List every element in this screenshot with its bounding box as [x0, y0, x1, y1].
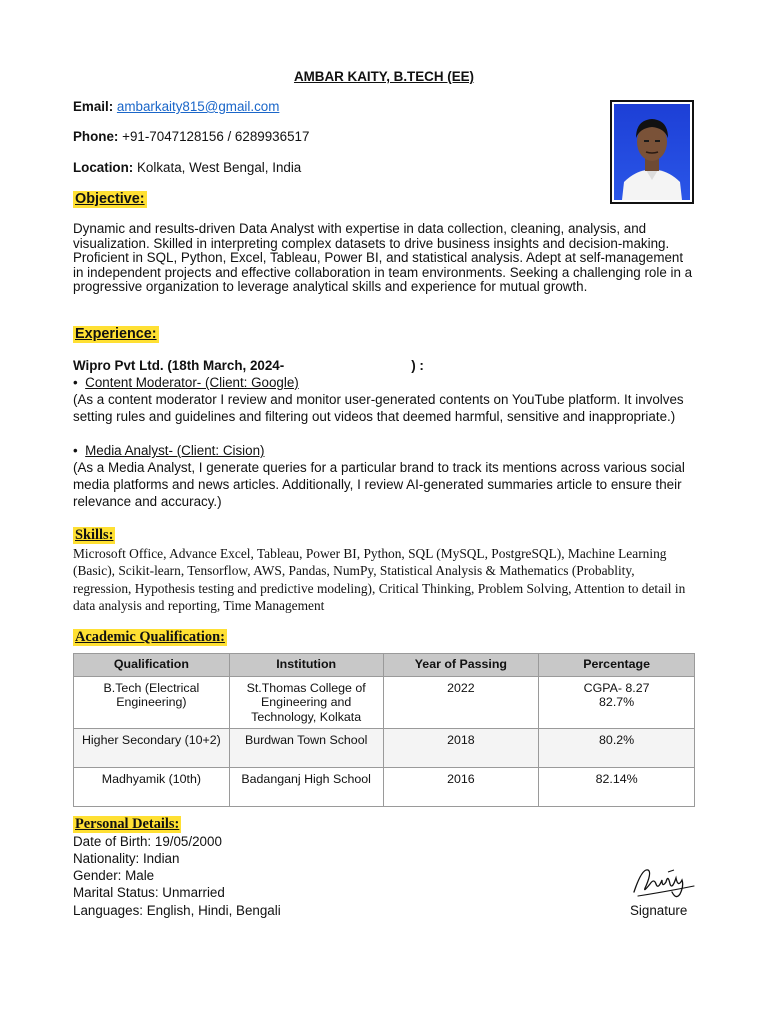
- table-cell: CGPA- 8.27 82.7%: [539, 677, 695, 729]
- profile-photo: [610, 100, 694, 204]
- col-header-qualification: Qualification: [74, 654, 230, 677]
- role-2-bullet: •: [73, 443, 78, 458]
- table-cell: Badanganj High School: [229, 768, 383, 807]
- table-cell: 82.14%: [539, 768, 695, 807]
- table-cell: 2016: [383, 768, 539, 807]
- email-label: Email:: [73, 99, 114, 114]
- location-label: Location:: [73, 160, 134, 175]
- signature-label: Signature: [630, 903, 688, 918]
- signature-image: [628, 862, 698, 907]
- resume-name-title: AMBAR KAITY, B.TECH (EE): [293, 69, 475, 84]
- table-cell: B.Tech (Electrical Engineering): [74, 677, 230, 729]
- table-cell: 2018: [383, 729, 539, 768]
- objective-text: Dynamic and results-driven Data Analyst with expertise in data collection, cleaning, analysis, and visualization. Skilled in interpreting complex datasets to drive business insights and decision-making. Proficient in SQL, Python, Excel, Tableau, Power BI, and statistical analysis. Adept at self-management in independent projects and effective collaboration in team environments. Seeking a challenging role in a progressive organization to leverage analytical skills and experience for mutual growth.: [73, 221, 693, 295]
- academic-table-header-row: [74, 654, 695, 677]
- table-row: [74, 729, 695, 768]
- role-1-description: (As a content moderator I review and monitor user-generated contents on YouTube platform. It involves setting rules and guidelines and filtering out videos that deemed harmful, sensitive and inappropriate.): [73, 392, 684, 424]
- academic-heading: Academic Qualification:: [75, 629, 225, 645]
- role-1-bullet: •: [73, 375, 78, 390]
- table-row: [74, 677, 695, 729]
- personal-languages: Languages: English, Hindi, Bengali: [73, 903, 281, 918]
- email-line: [73, 99, 279, 116]
- phone-line: [73, 129, 309, 146]
- role-2-title-line: [73, 443, 265, 460]
- table-cell: Burdwan Town School: [229, 729, 383, 768]
- objective-heading: Objective:: [75, 191, 145, 207]
- profile-photo-image: [614, 104, 690, 200]
- role-1-title: Content Moderator- (Client: Google): [85, 375, 299, 390]
- col-header-year: Year of Passing: [383, 654, 539, 677]
- skills-heading: Skills:: [75, 527, 114, 543]
- role-2-title: Media Analyst- (Client: Cision): [85, 443, 265, 458]
- col-header-institution: Institution: [229, 654, 383, 677]
- signature-mark: [628, 862, 698, 902]
- table-row: [74, 768, 695, 807]
- personal-nationality: Nationality: Indian: [73, 851, 180, 866]
- role-2-description: (As a Media Analyst, I generate queries for a particular brand to track its mentions across various social media platforms and news articles. Additionally, I review AI-generated summaries article to ensure their relevance and accuracy.): [73, 460, 685, 509]
- table-cell: 80.2%: [539, 729, 695, 768]
- table-cell: Higher Secondary (10+2): [74, 729, 230, 768]
- col-header-percentage: Percentage: [539, 654, 695, 677]
- table-cell: Madhyamik (10th): [74, 768, 230, 807]
- experience-company-end: ) :: [411, 358, 424, 373]
- experience-company-name: Wipro Pvt Ltd. (18th March, 2024-: [73, 358, 285, 373]
- experience-company: [73, 358, 424, 375]
- personal-dob: Date of Birth: 19/05/2000: [73, 834, 222, 849]
- location-value: Kolkata, West Bengal, India: [137, 160, 302, 175]
- personal-marital-status: Marital Status: Unmarried: [73, 885, 225, 900]
- role-1-title-line: [73, 375, 299, 392]
- location-line: [73, 160, 301, 177]
- personal-heading: Personal Details:: [75, 816, 180, 832]
- experience-heading: Experience:: [75, 326, 157, 342]
- email-link[interactable]: ambarkaity815@gmail.com: [116, 99, 280, 114]
- phone-label: Phone:: [73, 129, 119, 144]
- skills-text: Microsoft Office, Advance Excel, Tableau, Power BI, Python, SQL (MySQL, PostgreSQL), Machine Learning (Basic), Scikit-learn, Tensorflow, AWS, Pandas, NumPy, Statistical Analysis & Mathematics (Probablity, regression, Hypothesis testing and predictive modeling), Critical Thinking, Problem Solving, Attention to detail in data analysis and reporting, Time Management: [73, 546, 686, 614]
- phone-value: +91-7047128156 / 6289936517: [122, 129, 310, 144]
- academic-table: [73, 653, 695, 807]
- table-cell: St.Thomas College of Engineering and Technology, Kolkata: [229, 677, 383, 729]
- personal-gender: Gender: Male: [73, 868, 155, 883]
- table-cell: 2022: [383, 677, 539, 729]
